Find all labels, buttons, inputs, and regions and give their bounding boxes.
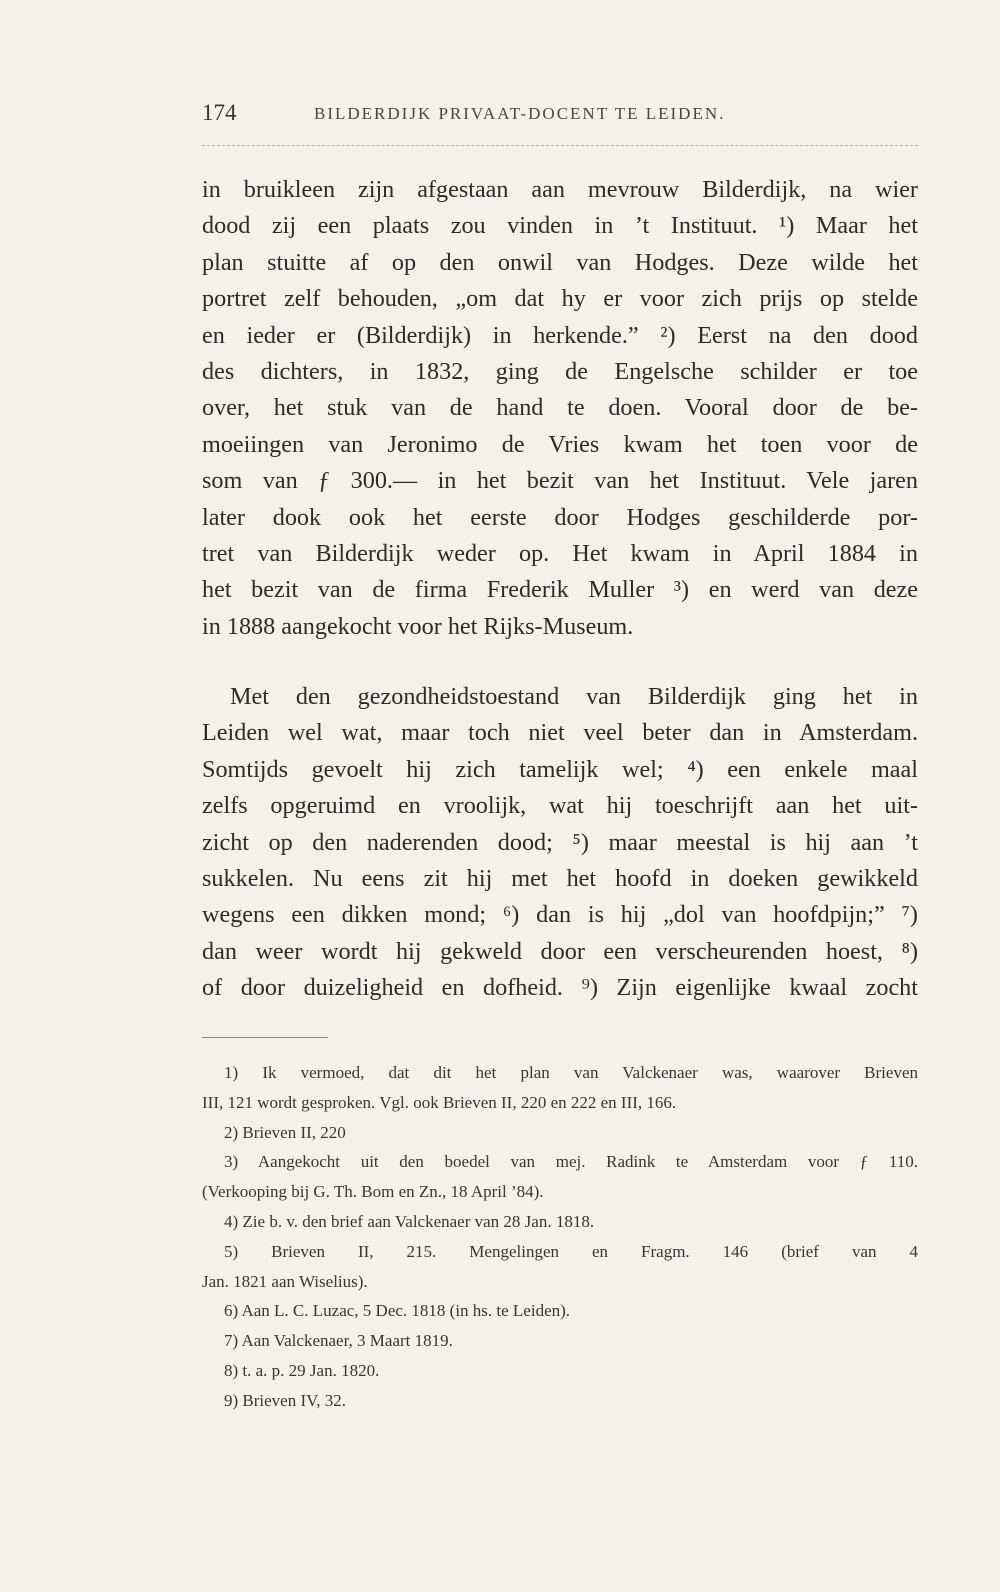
footnote-5-line: Jan. 1821 aan Wiselius).: [202, 1271, 368, 1291]
footnote-6-line: 6) Aan L. C. Luzac, 5 Dec. 1818 (in hs. te Leiden).: [224, 1301, 571, 1321]
text-line: Somtijds gevoelt hij zich tamelijk wel; ⁴) een enkele maal: [202, 755, 918, 783]
footnote-1-line: III, 121 wordt gesproken. Vgl. ook Brieven II, 220 en 222 en III, 166.: [202, 1092, 677, 1112]
footnote-4-line: 4) Zie b. v. den brief aan Valckenaer van 28 Jan. 1818.: [224, 1211, 595, 1231]
text-line: moeiingen van Jeronimo de Vries kwam het toen voor de: [202, 430, 918, 458]
footnote-7-line: 7) Aan Valckenaer, 3 Maart 1819.: [224, 1331, 453, 1351]
text-line: later dook ook het eerste door Hodges geschilderde por-: [202, 503, 918, 531]
footnote-2-line: 2) Brieven II, 220: [224, 1122, 346, 1142]
paragraph-1: [202, 172, 918, 645]
text-line: des dichters, in 1832, ging de Engelsche schilder er toe: [202, 357, 918, 385]
text-line: sukkelen. Nu eens zit hij met het hoofd in doeken gewikkeld: [202, 865, 918, 893]
paragraph-gap: [202, 645, 918, 679]
footnote-1-line: 1) Ik vermoed, dat dit het plan van Valckenaer was, waarover Brieven: [224, 1063, 918, 1082]
header-rule: [202, 145, 918, 146]
page-number: 174: [202, 100, 237, 125]
text-line: zicht op den naderenden dood; ⁵) maar meestal is hij aan ’t: [202, 828, 918, 856]
footnotes: [202, 1058, 918, 1416]
text-line: het bezit van de firma Frederik Muller ³) en werd van deze: [202, 576, 918, 604]
page-header: [202, 100, 918, 130]
footnote-3-line: 3) Aangekocht uit den boedel van mej. Radink te Amsterdam voor ƒ 110.: [224, 1152, 918, 1172]
text-line: of door duizeligheid en dofheid. ⁹) Zijn eigenlijke kwaal zocht: [202, 974, 918, 1002]
text-line: over, het stuk van de hand te doen. Vooral door de be-: [202, 394, 918, 422]
footnote-8-line: 8) t. a. p. 29 Jan. 1820.: [224, 1360, 380, 1380]
footnote-rule: [202, 1037, 328, 1038]
text-line: dan weer wordt hij gekweld door een verscheurenden hoest, ⁸): [202, 937, 918, 965]
body-text: [202, 172, 918, 1007]
text-line: tret van Bilderdijk weder op. Het kwam in April 1884 in: [202, 539, 918, 567]
text-line: in 1888 aangekocht voor het Rijks-Museum.: [202, 612, 634, 640]
running-head: BILDERDIJK PRIVAAT-DOCENT TE LEIDEN.: [314, 104, 726, 123]
text-line: en ieder er (Bilderdijk) in herkende.” ²) Eerst na den dood: [202, 321, 918, 349]
text-line: portret zelf behouden, „om dat hy er voor zich prijs op stelde: [202, 285, 918, 313]
text-line: dood zij een plaats zou vinden in ’t Instituut. ¹) Maar het: [202, 212, 918, 240]
text-line: Leiden wel wat, maar toch niet veel beter dan in Amsterdam.: [202, 719, 918, 747]
footnote-9-line: 9) Brieven IV, 32.: [224, 1390, 346, 1410]
footnote-5-line: 5) Brieven II, 215. Mengelingen en Fragm. 146 (brief van 4: [224, 1241, 918, 1261]
text-line: som van ƒ 300.— in het bezit van het Instituut. Vele jaren: [202, 467, 918, 495]
text-line: zelfs opgeruimd en vroolijk, wat hij toeschrijft aan het uit-: [202, 792, 918, 820]
text-line: wegens een dikken mond; ⁶) dan is hij „dol van hoofdpijn;” ⁷): [202, 901, 918, 929]
paragraph-2: [202, 679, 918, 1007]
text-line: plan stuitte af op den onwil van Hodges. Deze wilde het: [202, 248, 918, 276]
text-line: Met den gezondheidstoestand van Bilderdijk ging het in: [230, 683, 918, 711]
footnote-3-line: (Verkooping bij G. Th. Bom en Zn., 18 April ’84).: [202, 1182, 544, 1202]
text-line: in bruikleen zijn afgestaan aan mevrouw Bilderdijk, na wier: [202, 176, 918, 203]
